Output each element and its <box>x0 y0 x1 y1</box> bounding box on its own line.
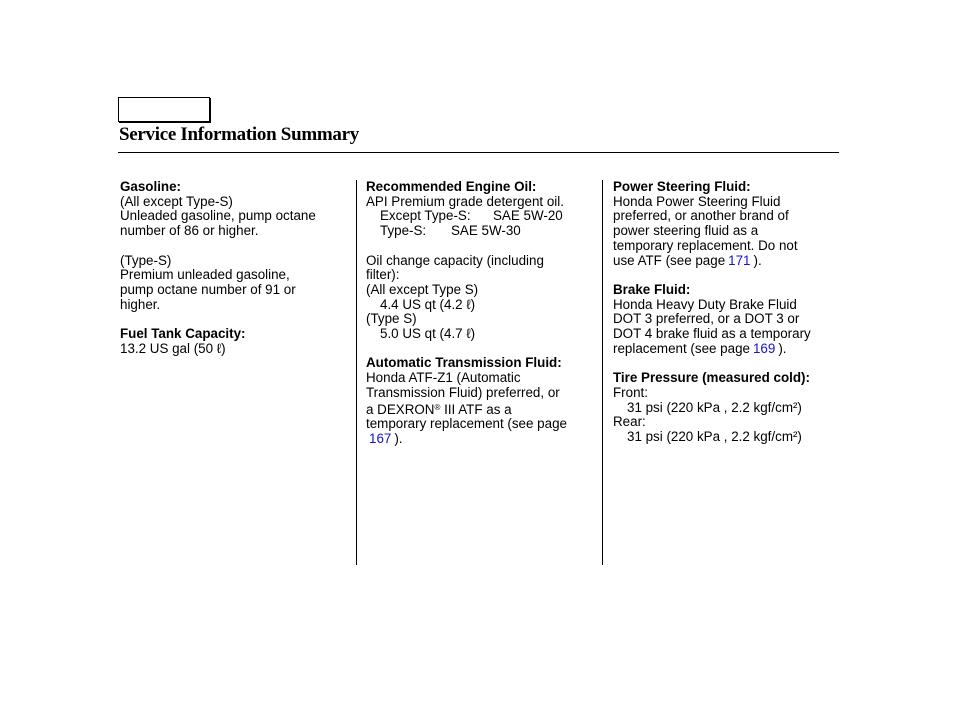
atf-page-link[interactable]: 167 <box>369 430 392 446</box>
oil-capacity-a-label: (All except Type S) <box>366 281 479 297</box>
tire-rear-value: 31 psi (220 kPa , 2.2 kgf/cm²) <box>627 428 802 444</box>
gasoline-b-line3: higher. <box>120 296 161 312</box>
gasoline-a-label: (All except Type-S) <box>120 193 233 209</box>
brake-fluid-line1: Honda Heavy Duty Brake Fluid <box>613 296 797 312</box>
tire-pressure-heading: Tire Pressure (measured cold): <box>613 370 810 386</box>
engine-oil-row2-value: SAE 5W-30 <box>451 223 521 239</box>
gasoline-b-line1: Premium unleaded gasoline, <box>120 267 290 283</box>
oil-capacity-a-value: 4.4 US qt (4.2 ℓ) <box>380 296 476 312</box>
gasoline-heading: Gasoline: <box>120 179 182 194</box>
engine-oil-row1-value: SAE 5W-20 <box>493 208 563 224</box>
column-2 <box>366 180 598 447</box>
atf-line2: Transmission Fluid) preferred, or <box>366 384 560 400</box>
engine-oil-row2-label: Type-S: <box>380 223 427 239</box>
brake-fluid-line4-pre: replacement (see page <box>613 340 750 356</box>
atf-line3-post: III ATF as a <box>440 401 512 417</box>
engine-oil-row1-label: Except Type-S: <box>380 208 471 224</box>
atf-line3 <box>366 401 598 418</box>
brake-fluid-line2: DOT 3 preferred, or a DOT 3 or <box>613 311 800 327</box>
oil-capacity-b-label: (Type S) <box>366 311 417 327</box>
engine-oil-row1 <box>366 209 598 224</box>
section-tab-box <box>118 97 210 122</box>
column-divider-2 <box>602 180 603 565</box>
column-divider-1 <box>356 180 357 565</box>
oil-capacity-b-value: 5.0 US qt (4.7 ℓ) <box>380 326 476 342</box>
gasoline-a-line2: number of 86 or higher. <box>120 223 259 239</box>
engine-oil-row2 <box>366 224 598 239</box>
atf-line5 <box>366 432 598 447</box>
oil-capacity-line1: Oil change capacity (including <box>366 252 544 268</box>
atf-heading: Automatic Transmission Fluid: <box>366 355 562 371</box>
power-steering-page-link[interactable]: 171 <box>728 252 751 268</box>
brake-fluid-page-link[interactable]: 169 <box>752 340 776 356</box>
power-steering-close: ). <box>753 252 762 268</box>
tire-rear-label: Rear: <box>613 414 646 430</box>
column-3 <box>613 180 839 445</box>
brake-fluid-line3: DOT 4 brake fluid as a temporary <box>613 326 811 342</box>
brake-fluid-heading: Brake Fluid: <box>613 281 691 297</box>
gasoline-a-line1: Unleaded gasoline, pump octane <box>120 208 316 224</box>
fuel-tank-value: 13.2 US gal (50 ℓ) <box>120 340 226 356</box>
tire-front-value: 31 psi (220 kPa , 2.2 kgf/cm²) <box>627 399 802 415</box>
atf-line4: temporary replacement (see page <box>366 416 567 432</box>
engine-oil-heading: Recommended Engine Oil: <box>366 179 537 194</box>
power-steering-line2: preferred, or another brand of <box>613 208 789 224</box>
power-steering-line3: power steering fluid as a <box>613 223 759 239</box>
fuel-tank-heading: Fuel Tank Capacity: <box>120 326 246 341</box>
gasoline-b-label: (Type-S) <box>120 252 172 268</box>
power-steering-line5-pre: use ATF (see page <box>613 252 726 268</box>
title-divider <box>118 152 839 153</box>
atf-line3-pre: a DEXRON <box>366 401 435 417</box>
gasoline-b-line2: pump octane number of 91 or <box>120 281 296 297</box>
power-steering-line1: Honda Power Steering Fluid <box>613 193 781 209</box>
atf-close: ). <box>394 430 403 446</box>
oil-capacity-line2: filter): <box>366 267 400 283</box>
brake-fluid-line4 <box>613 342 839 357</box>
brake-fluid-close: ). <box>778 340 787 356</box>
power-steering-line4: temporary replacement. Do not <box>613 237 798 253</box>
column-1 <box>120 180 350 356</box>
atf-line1: Honda ATF-Z1 (Automatic <box>366 370 521 386</box>
power-steering-heading: Power Steering Fluid: <box>613 179 751 194</box>
engine-oil-line1: API Premium grade detergent oil. <box>366 193 564 209</box>
power-steering-line5 <box>613 254 839 269</box>
page-title: Service Information Summary <box>119 124 359 145</box>
registered-mark: ® <box>434 402 441 412</box>
tire-front-label: Front: <box>613 384 648 400</box>
